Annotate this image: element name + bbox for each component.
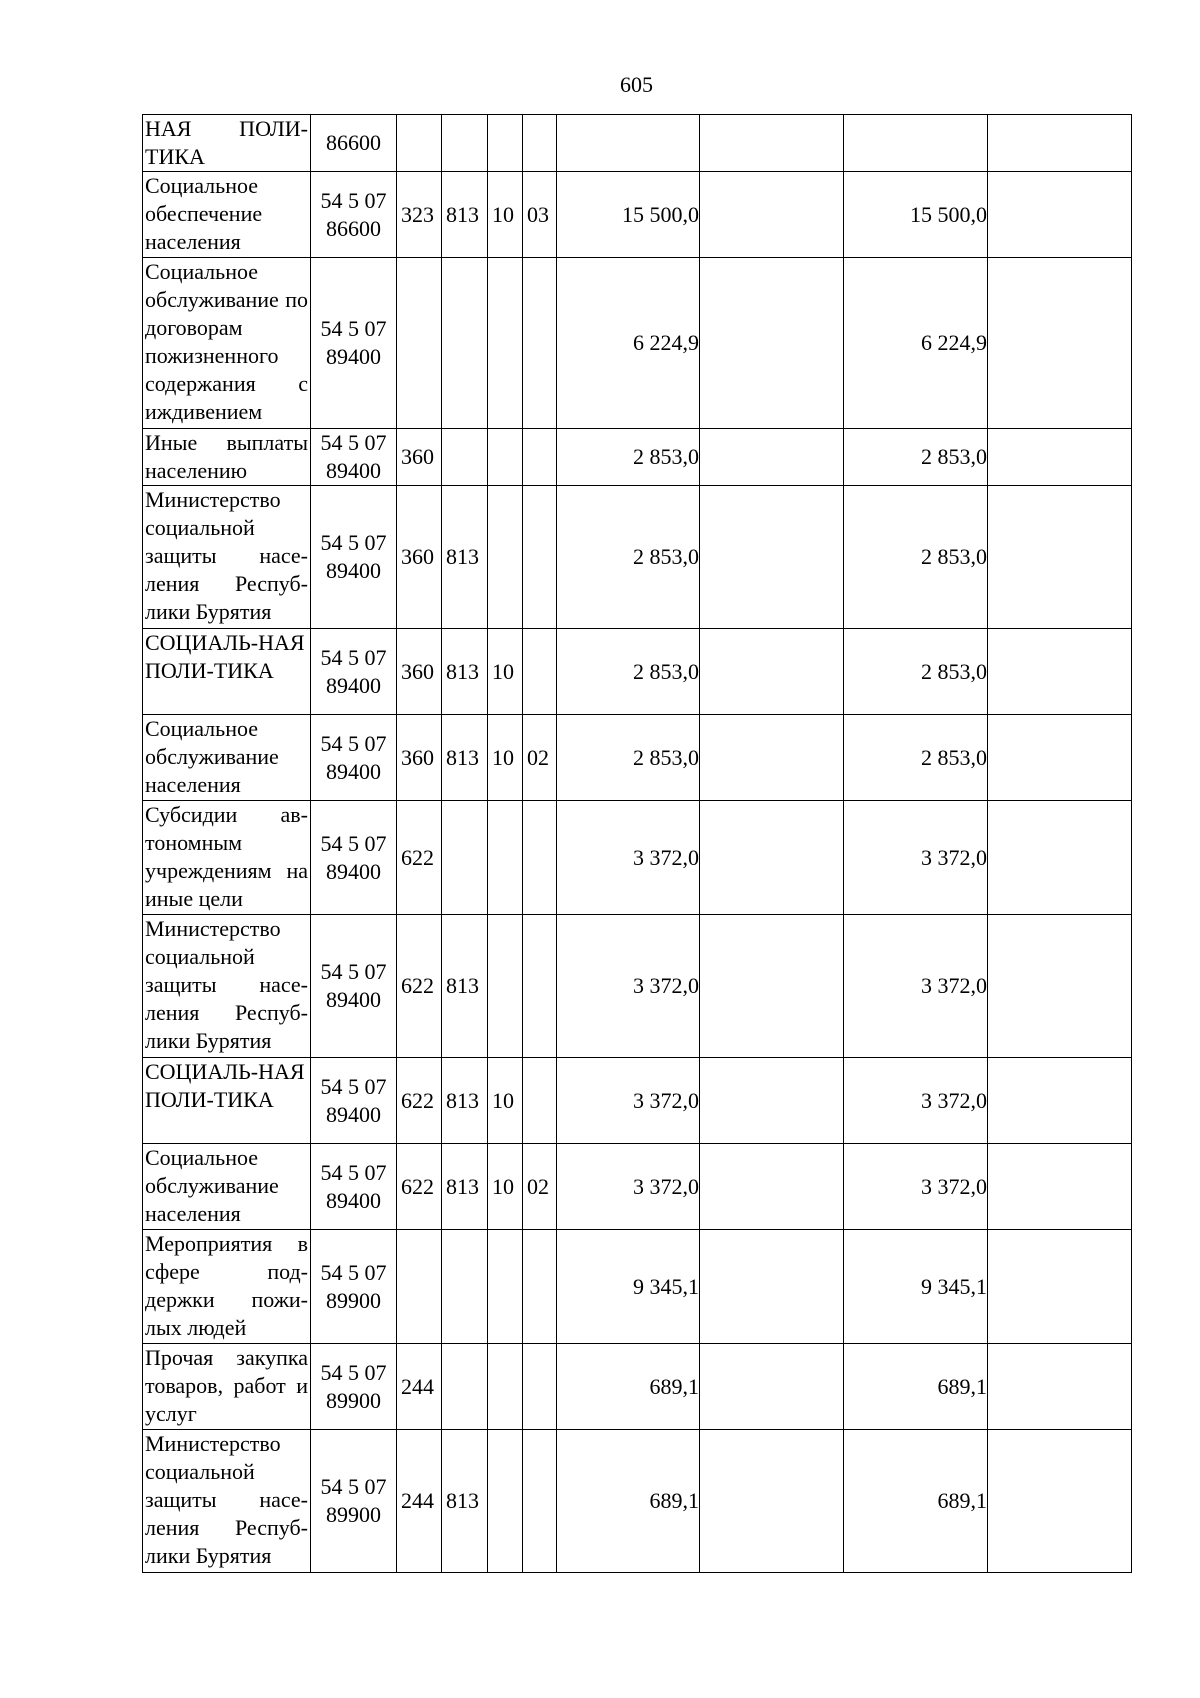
row-vr-cell: 622 [397, 915, 442, 1058]
row-sum2-cell [700, 258, 844, 429]
row-sum3-cell: 3 372,0 [844, 1144, 988, 1230]
row-name-cell: Министерство социальной защиты насе-ления Респуб-лики Бурятия [143, 1430, 311, 1573]
row-grbs-cell [442, 258, 488, 429]
row-name-cell: Мероприятия в сфере под-держки пожи-лых людей [143, 1230, 311, 1344]
row-sum2-cell [700, 915, 844, 1058]
row-rz-cell [488, 1430, 523, 1573]
row-code-cell: 54 5 07 89400 [311, 1058, 397, 1144]
row-sum2-cell [700, 172, 844, 258]
row-code-cell: 54 5 07 89400 [311, 429, 397, 486]
row-sum1-cell [557, 115, 700, 172]
row-grbs-cell: 813 [442, 172, 488, 258]
row-rz-cell [488, 486, 523, 629]
row-sum3-cell: 9 345,1 [844, 1230, 988, 1344]
row-name-cell: НАЯ ПОЛИ- ТИКА [143, 115, 311, 172]
row-pr-cell [523, 915, 557, 1058]
row-sum4-cell [988, 1230, 1132, 1344]
row-vr-cell: 244 [397, 1430, 442, 1573]
row-sum2-cell [700, 429, 844, 486]
table-row [143, 715, 1132, 801]
table-row [143, 1430, 1132, 1573]
row-sum1-cell: 2 853,0 [557, 629, 700, 715]
row-code-cell: 54 5 07 89400 [311, 486, 397, 629]
row-pr-cell [523, 1344, 557, 1430]
row-vr-cell: 622 [397, 1144, 442, 1230]
row-grbs-cell [442, 1344, 488, 1430]
row-sum4-cell [988, 1058, 1132, 1144]
row-vr-cell [397, 258, 442, 429]
row-pr-cell [523, 1058, 557, 1144]
table-row [143, 258, 1132, 429]
row-sum4-cell [988, 172, 1132, 258]
row-sum1-cell: 15 500,0 [557, 172, 700, 258]
row-vr-cell [397, 1230, 442, 1344]
row-sum3-cell: 3 372,0 [844, 801, 988, 915]
row-rz-cell [488, 1230, 523, 1344]
row-sum4-cell [988, 1430, 1132, 1573]
row-sum3-cell: 15 500,0 [844, 172, 988, 258]
row-pr-cell [523, 629, 557, 715]
row-vr-cell: 360 [397, 486, 442, 629]
row-sum4-cell [988, 715, 1132, 801]
row-rz-cell [488, 258, 523, 429]
row-sum1-cell: 9 345,1 [557, 1230, 700, 1344]
row-code-cell: 54 5 07 89400 [311, 258, 397, 429]
row-sum1-cell: 2 853,0 [557, 715, 700, 801]
row-pr-cell: 03 [523, 172, 557, 258]
table-row [143, 486, 1132, 629]
row-sum4-cell [988, 915, 1132, 1058]
row-name-cell: Министерство социальной защиты насе-ления Респуб-лики Бурятия [143, 486, 311, 629]
row-sum1-cell: 3 372,0 [557, 1058, 700, 1144]
row-vr-cell [397, 115, 442, 172]
row-sum1-cell: 6 224,9 [557, 258, 700, 429]
row-sum3-cell: 689,1 [844, 1344, 988, 1430]
row-sum2-cell [700, 1058, 844, 1144]
row-sum4-cell [988, 1344, 1132, 1430]
row-sum2-cell [700, 1344, 844, 1430]
row-code-cell: 54 5 07 89400 [311, 629, 397, 715]
row-sum3-cell [844, 115, 988, 172]
row-code-cell: 86600 [311, 115, 397, 172]
row-name-cell: Субсидии ав-тономным учреждениям на иные цели [143, 801, 311, 915]
row-rz-cell [488, 915, 523, 1058]
row-pr-cell [523, 115, 557, 172]
row-vr-cell: 622 [397, 1058, 442, 1144]
row-vr-cell: 360 [397, 629, 442, 715]
row-name-cell: Социальное обеспечение населения [143, 172, 311, 258]
row-code-cell: 54 5 07 89900 [311, 1430, 397, 1573]
row-name-cell: СОЦИАЛЬ-НАЯ ПОЛИ-ТИКА [143, 629, 311, 715]
row-rz-cell [488, 429, 523, 486]
row-sum3-cell: 689,1 [844, 1430, 988, 1573]
row-name-cell: Министерство социальной защиты насе-ления Респуб-лики Бурятия [143, 915, 311, 1058]
row-rz-cell [488, 801, 523, 915]
row-sum2-cell [700, 486, 844, 629]
row-rz-cell: 10 [488, 629, 523, 715]
row-pr-cell: 02 [523, 1144, 557, 1230]
row-grbs-cell [442, 801, 488, 915]
table-row [143, 1344, 1132, 1430]
row-sum3-cell: 3 372,0 [844, 1058, 988, 1144]
row-rz-cell: 10 [488, 1058, 523, 1144]
row-name-cell: Иные выплаты населению [143, 429, 311, 486]
row-grbs-cell [442, 1230, 488, 1344]
row-code-cell: 54 5 07 86600 [311, 172, 397, 258]
row-code-cell: 54 5 07 89400 [311, 715, 397, 801]
row-grbs-cell: 813 [442, 715, 488, 801]
row-vr-cell: 244 [397, 1344, 442, 1430]
table-row [143, 429, 1132, 486]
row-name-cell: СОЦИАЛЬ-НАЯ ПОЛИ-ТИКА [143, 1058, 311, 1144]
row-sum3-cell: 6 224,9 [844, 258, 988, 429]
row-code-cell: 54 5 07 89900 [311, 1230, 397, 1344]
row-grbs-cell [442, 429, 488, 486]
row-sum4-cell [988, 115, 1132, 172]
table-row [143, 629, 1132, 715]
row-grbs-cell: 813 [442, 486, 488, 629]
table-body [143, 115, 1132, 1573]
row-sum4-cell [988, 486, 1132, 629]
row-code-cell: 54 5 07 89400 [311, 915, 397, 1058]
row-sum3-cell: 2 853,0 [844, 429, 988, 486]
row-grbs-cell: 813 [442, 1058, 488, 1144]
row-sum2-cell [700, 715, 844, 801]
budget-table [142, 114, 1132, 1573]
table-row [143, 1230, 1132, 1344]
row-sum2-cell [700, 1144, 844, 1230]
row-sum2-cell [700, 1430, 844, 1573]
row-sum4-cell [988, 429, 1132, 486]
table-row [143, 1058, 1132, 1144]
row-rz-cell: 10 [488, 172, 523, 258]
row-name-cell: Социальное обслуживание населения [143, 1144, 311, 1230]
row-sum1-cell: 2 853,0 [557, 429, 700, 486]
row-pr-cell [523, 801, 557, 915]
row-vr-cell: 360 [397, 715, 442, 801]
table-row [143, 115, 1132, 172]
row-sum1-cell: 3 372,0 [557, 801, 700, 915]
row-code-cell: 54 5 07 89400 [311, 801, 397, 915]
table-row [143, 1144, 1132, 1230]
table-row [143, 915, 1132, 1058]
row-name-cell: Социальное обслуживание по договорам пожизненного содержания с иждивением [143, 258, 311, 429]
row-sum1-cell: 3 372,0 [557, 1144, 700, 1230]
row-pr-cell [523, 1430, 557, 1573]
row-sum1-cell: 3 372,0 [557, 915, 700, 1058]
row-sum1-cell: 689,1 [557, 1344, 700, 1430]
row-sum4-cell [988, 258, 1132, 429]
row-rz-cell [488, 115, 523, 172]
row-pr-cell [523, 1230, 557, 1344]
row-grbs-cell: 813 [442, 1430, 488, 1573]
row-sum3-cell: 3 372,0 [844, 915, 988, 1058]
row-sum1-cell: 689,1 [557, 1430, 700, 1573]
row-sum1-cell: 2 853,0 [557, 486, 700, 629]
row-sum2-cell [700, 801, 844, 915]
row-rz-cell [488, 1344, 523, 1430]
row-grbs-cell: 813 [442, 915, 488, 1058]
row-name-cell: Прочая закупка товаров, работ и услуг [143, 1344, 311, 1430]
row-sum4-cell [988, 801, 1132, 915]
row-sum2-cell [700, 115, 844, 172]
row-vr-cell: 323 [397, 172, 442, 258]
row-sum4-cell [988, 1144, 1132, 1230]
row-code-cell: 54 5 07 89400 [311, 1144, 397, 1230]
table-row [143, 801, 1132, 915]
row-name-cell: Социальное обслуживание населения [143, 715, 311, 801]
row-sum2-cell [700, 629, 844, 715]
row-sum3-cell: 2 853,0 [844, 486, 988, 629]
page-number: 605 [620, 72, 653, 97]
row-pr-cell [523, 429, 557, 486]
row-rz-cell: 10 [488, 1144, 523, 1230]
row-code-cell: 54 5 07 89900 [311, 1344, 397, 1430]
row-pr-cell: 02 [523, 715, 557, 801]
row-grbs-cell: 813 [442, 629, 488, 715]
row-grbs-cell: 813 [442, 1144, 488, 1230]
row-pr-cell [523, 258, 557, 429]
row-grbs-cell [442, 115, 488, 172]
row-sum4-cell [988, 629, 1132, 715]
table-row [143, 172, 1132, 258]
row-vr-cell: 622 [397, 801, 442, 915]
row-pr-cell [523, 486, 557, 629]
row-vr-cell: 360 [397, 429, 442, 486]
row-sum2-cell [700, 1230, 844, 1344]
row-rz-cell: 10 [488, 715, 523, 801]
row-sum3-cell: 2 853,0 [844, 629, 988, 715]
row-sum3-cell: 2 853,0 [844, 715, 988, 801]
